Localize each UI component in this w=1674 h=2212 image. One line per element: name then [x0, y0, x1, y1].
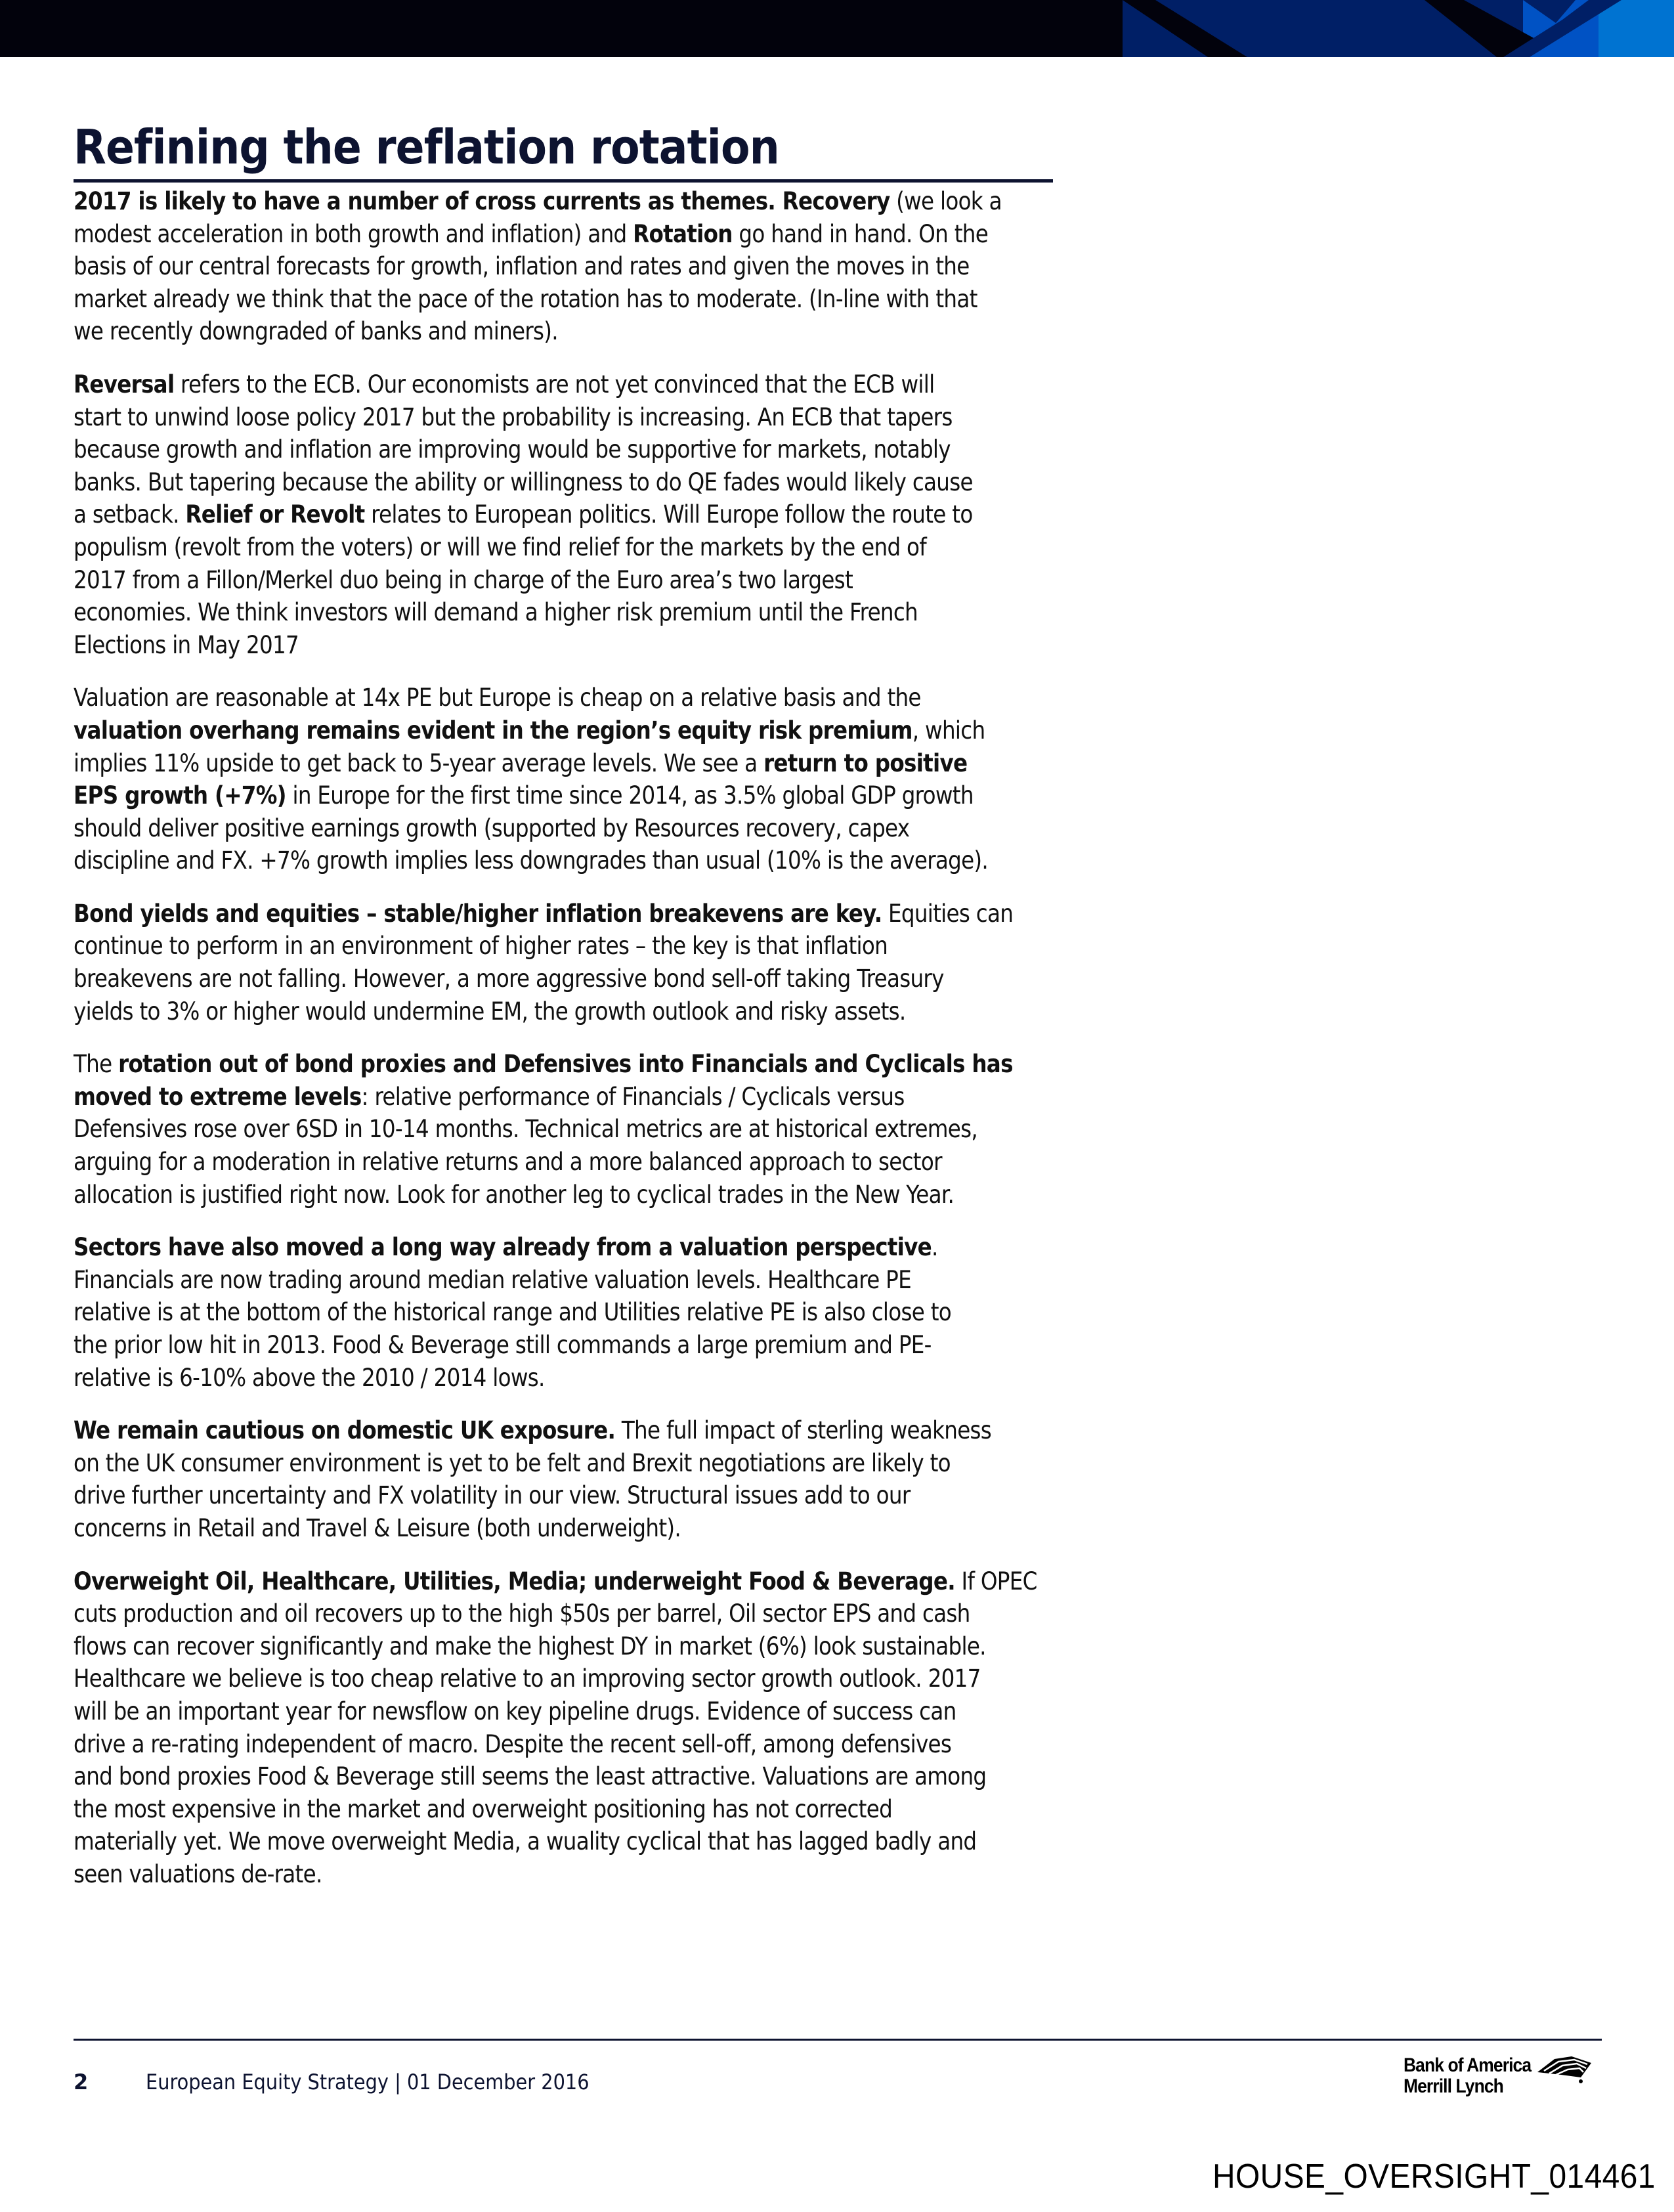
- text-run: start to unwind loose policy 2017 but the probability is increasing. An ECB that tapers: [74, 402, 953, 431]
- text-run: drive further uncertainty and FX volatility in our view. Structural issues add to our: [74, 1481, 911, 1510]
- text-run: populism (revolt from the voters) or will we find relief for the markets by the end of: [74, 532, 927, 561]
- bold-text: valuation overhang remains evident in the region’s equity risk premium: [74, 716, 912, 745]
- text-run: continue to perform in an environment of higher rates – the key is that inflation: [74, 932, 888, 961]
- text-line: [74, 682, 1058, 714]
- bold-text: Sectors have also moved a long way already from a valuation perspective: [74, 1233, 932, 1262]
- text-line: [74, 1825, 1058, 1858]
- text-line: [74, 1447, 1058, 1480]
- text-run: in Europe for the first time since 2014, as 3.5% global GDP growth: [286, 781, 974, 810]
- text-run: 2017 from a Fillon/Merkel duo being in charge of the Euro area’s two largest: [74, 565, 853, 594]
- text-line: [74, 466, 1058, 499]
- text-run: arguing for a moderation in relative returns and a more balanced approach to sector: [74, 1148, 942, 1177]
- bold-text: Overweight Oil, Healthcare, Utilities, Media; underweight Food & Beverage.: [74, 1567, 955, 1595]
- article-body: [74, 185, 1058, 1911]
- text-line: [74, 812, 1058, 845]
- bofaml-logo: [1404, 2055, 1600, 2108]
- text-line: [74, 564, 1058, 597]
- text-run: because growth and inflation are improving would be supportive for markets, notably: [74, 435, 951, 464]
- text-line: [74, 779, 1058, 812]
- header-graphic: [0, 0, 1674, 57]
- text-line: [74, 1296, 1058, 1329]
- text-line: [74, 1048, 1058, 1081]
- text-line: [74, 1231, 1058, 1264]
- text-line: [74, 747, 1058, 780]
- bold-text: Reversal: [74, 370, 175, 399]
- text-line: [74, 1081, 1058, 1114]
- text-run: the prior low hit in 2013. Food & Beverage still commands a large premium and PE-: [74, 1331, 932, 1359]
- text-run: .: [932, 1233, 938, 1262]
- text-line: [74, 1728, 1058, 1761]
- text-run: discipline and FX. +7% growth implies less downgrades than usual (10% is the average).: [74, 846, 989, 875]
- text-line: [74, 1630, 1058, 1663]
- text-line: [74, 498, 1058, 531]
- text-run: Valuation are reasonable at 14x PE but Europe is cheap on a relative basis and the: [74, 683, 921, 712]
- text-line: [74, 218, 1058, 251]
- text-line: [74, 1479, 1058, 1512]
- title-rule: [74, 179, 1053, 183]
- bold-text: 2017 is likely to have a number of cross currents as themes. Recovery: [74, 187, 890, 215]
- text-run: will be an important year for newsflow on key pipeline drugs. Evidence of success can: [74, 1697, 956, 1725]
- text-run: should deliver positive earnings growth (supported by Resources recovery, capex: [74, 813, 910, 842]
- text-run: we recently downgraded of banks and miners).: [74, 317, 558, 346]
- bold-text: Bond yields and equities – stable/higher inflation breakevens are key.: [74, 899, 882, 928]
- text-run: modest acceleration in both growth and inflation) and: [74, 219, 633, 248]
- paragraph: [74, 1414, 1058, 1544]
- page-number: 2: [74, 2070, 89, 2094]
- text-run: relative is 6-10% above the 2010 / 2014 lows.: [74, 1363, 545, 1392]
- text-line: [74, 1760, 1058, 1793]
- text-line: [74, 1695, 1058, 1728]
- text-run: , which: [912, 716, 985, 745]
- text-line: [74, 1597, 1058, 1630]
- text-line: [74, 844, 1058, 877]
- text-line: [74, 596, 1058, 629]
- text-run: yields to 3% or higher would undermine EM, the growth outlook and risky assets.: [74, 997, 906, 1026]
- text-run: The: [74, 1050, 119, 1079]
- text-line: [74, 714, 1058, 747]
- footer-rule: [74, 2039, 1602, 2041]
- bold-text: Relief or Revolt: [185, 500, 365, 529]
- text-run: implies 11% upside to get back to 5-year average levels. We see a: [74, 748, 764, 777]
- text-line: [74, 433, 1058, 466]
- paragraph: [74, 368, 1058, 661]
- text-run: and bond proxies Food & Beverage still seems the least attractive. Valuations are among: [74, 1762, 987, 1791]
- text-run: allocation is justified right now. Look for another leg to cyclical trades in the New Year.: [74, 1180, 955, 1209]
- text-run: Defensives rose over 6SD in 10-14 months. Technical metrics are at historical extremes,: [74, 1115, 978, 1144]
- paragraph: [74, 1048, 1058, 1211]
- text-line: [74, 283, 1058, 316]
- text-run: Healthcare we believe is too cheap relative to an improving sector growth outlook. 2017: [74, 1664, 981, 1693]
- paragraph: [74, 898, 1058, 1028]
- text-line: [74, 1264, 1058, 1297]
- text-run: : relative performance of Financials / Cyclicals versus: [361, 1082, 905, 1111]
- text-run: drive a re-rating independent of macro. Despite the recent sell-off, among defensives: [74, 1729, 952, 1758]
- text-line: [74, 1414, 1058, 1447]
- text-run: relates to European politics. Will Europe follow the route to: [364, 500, 973, 529]
- text-run: concerns in Retail and Travel & Leisure (both underweight).: [74, 1513, 681, 1542]
- bold-text: Rotation: [633, 219, 733, 248]
- text-line: [74, 1662, 1058, 1695]
- text-line: [74, 1362, 1058, 1395]
- bold-text: return to positive: [763, 748, 968, 777]
- text-run: refers to the ECB. Our economists are not yet convinced that the ECB will: [174, 370, 935, 399]
- text-run: economies. We think investors will demand a higher risk premium until the French: [74, 598, 918, 627]
- bold-text: EPS growth (+7%): [74, 781, 286, 810]
- bold-text: We remain cautious on domestic UK exposure.: [74, 1416, 616, 1445]
- text-line: [74, 1179, 1058, 1211]
- text-run: flows can recover significantly and make the highest DY in market (6%) look sustainable.: [74, 1632, 986, 1660]
- bold-text: rotation out of bond proxies and Defensives into Financials and Cyclicals has: [118, 1050, 1013, 1079]
- text-line: [74, 1146, 1058, 1179]
- flagscape-icon: [1535, 2055, 1594, 2084]
- text-run: Equities can: [882, 899, 1014, 928]
- text-run: market already we think that the pace of the rotation has to moderate. (In-line with that: [74, 284, 977, 313]
- text-line: [74, 185, 1058, 218]
- text-run: cuts production and oil recovers up to the high $50s per barrel, Oil sector EPS and cash: [74, 1599, 970, 1628]
- text-run: seen valuations de-rate.: [74, 1859, 322, 1888]
- text-run: relative is at the bottom of the historical range and Utilities relative PE is also close to: [74, 1298, 952, 1327]
- paragraph: [74, 185, 1058, 348]
- text-line: [74, 1793, 1058, 1826]
- text-line: [74, 1565, 1058, 1598]
- paragraph: [74, 682, 1058, 877]
- text-line: [74, 1329, 1058, 1362]
- text-line: [74, 898, 1058, 930]
- text-line: [74, 315, 1058, 348]
- paragraph: [74, 1565, 1058, 1891]
- text-run: the most expensive in the market and overweight positioning has not corrected: [74, 1794, 893, 1823]
- text-run: banks. But tapering because the ability or willingness to do QE fades would likely cause: [74, 467, 973, 496]
- text-run: The full impact of sterling weakness: [615, 1416, 992, 1445]
- text-line: [74, 1858, 1058, 1891]
- paragraph: [74, 1231, 1058, 1394]
- text-line: [74, 531, 1058, 564]
- text-line: [74, 1512, 1058, 1545]
- text-line: [74, 930, 1058, 963]
- text-run: (we look a: [890, 187, 1002, 215]
- logo-line-1: Bank of America: [1404, 2054, 1532, 2076]
- text-line: [74, 963, 1058, 995]
- text-run: Financials are now trading around median relative valuation levels. Healthcare PE: [74, 1265, 911, 1294]
- text-run: basis of our central forecasts for growth, inflation and rates and given the moves in the: [74, 252, 970, 281]
- page-title: Refining the reflation rotation: [74, 119, 779, 175]
- text-run: a setback.: [74, 500, 186, 529]
- text-run: Elections in May 2017: [74, 630, 299, 659]
- header-shape-lightblue: [1599, 0, 1674, 57]
- text-line: [74, 250, 1058, 283]
- bold-text: moved to extreme levels: [74, 1082, 362, 1111]
- publication-info: European Equity Strategy | 01 December 2016: [146, 2070, 590, 2094]
- bates-stamp: HOUSE_OVERSIGHT_014461: [1213, 2158, 1656, 2196]
- header-band: [0, 0, 1674, 57]
- text-run: breakevens are not falling. However, a more aggressive bond sell-off taking Treasury: [74, 965, 944, 993]
- text-line: [74, 368, 1058, 401]
- text-line: [74, 629, 1058, 662]
- text-run: go hand in hand. On the: [732, 219, 989, 248]
- text-run: on the UK consumer environment is yet to be felt and Brexit negotiations are likely to: [74, 1448, 951, 1477]
- text-run: If OPEC: [955, 1567, 1037, 1595]
- text-line: [74, 995, 1058, 1028]
- logo-line-2: Merrill Lynch: [1404, 2075, 1503, 2097]
- text-line: [74, 401, 1058, 434]
- text-line: [74, 1113, 1058, 1146]
- text-run: materially yet. We move overweight Media, a wuality cyclical that has lagged badly and: [74, 1827, 977, 1856]
